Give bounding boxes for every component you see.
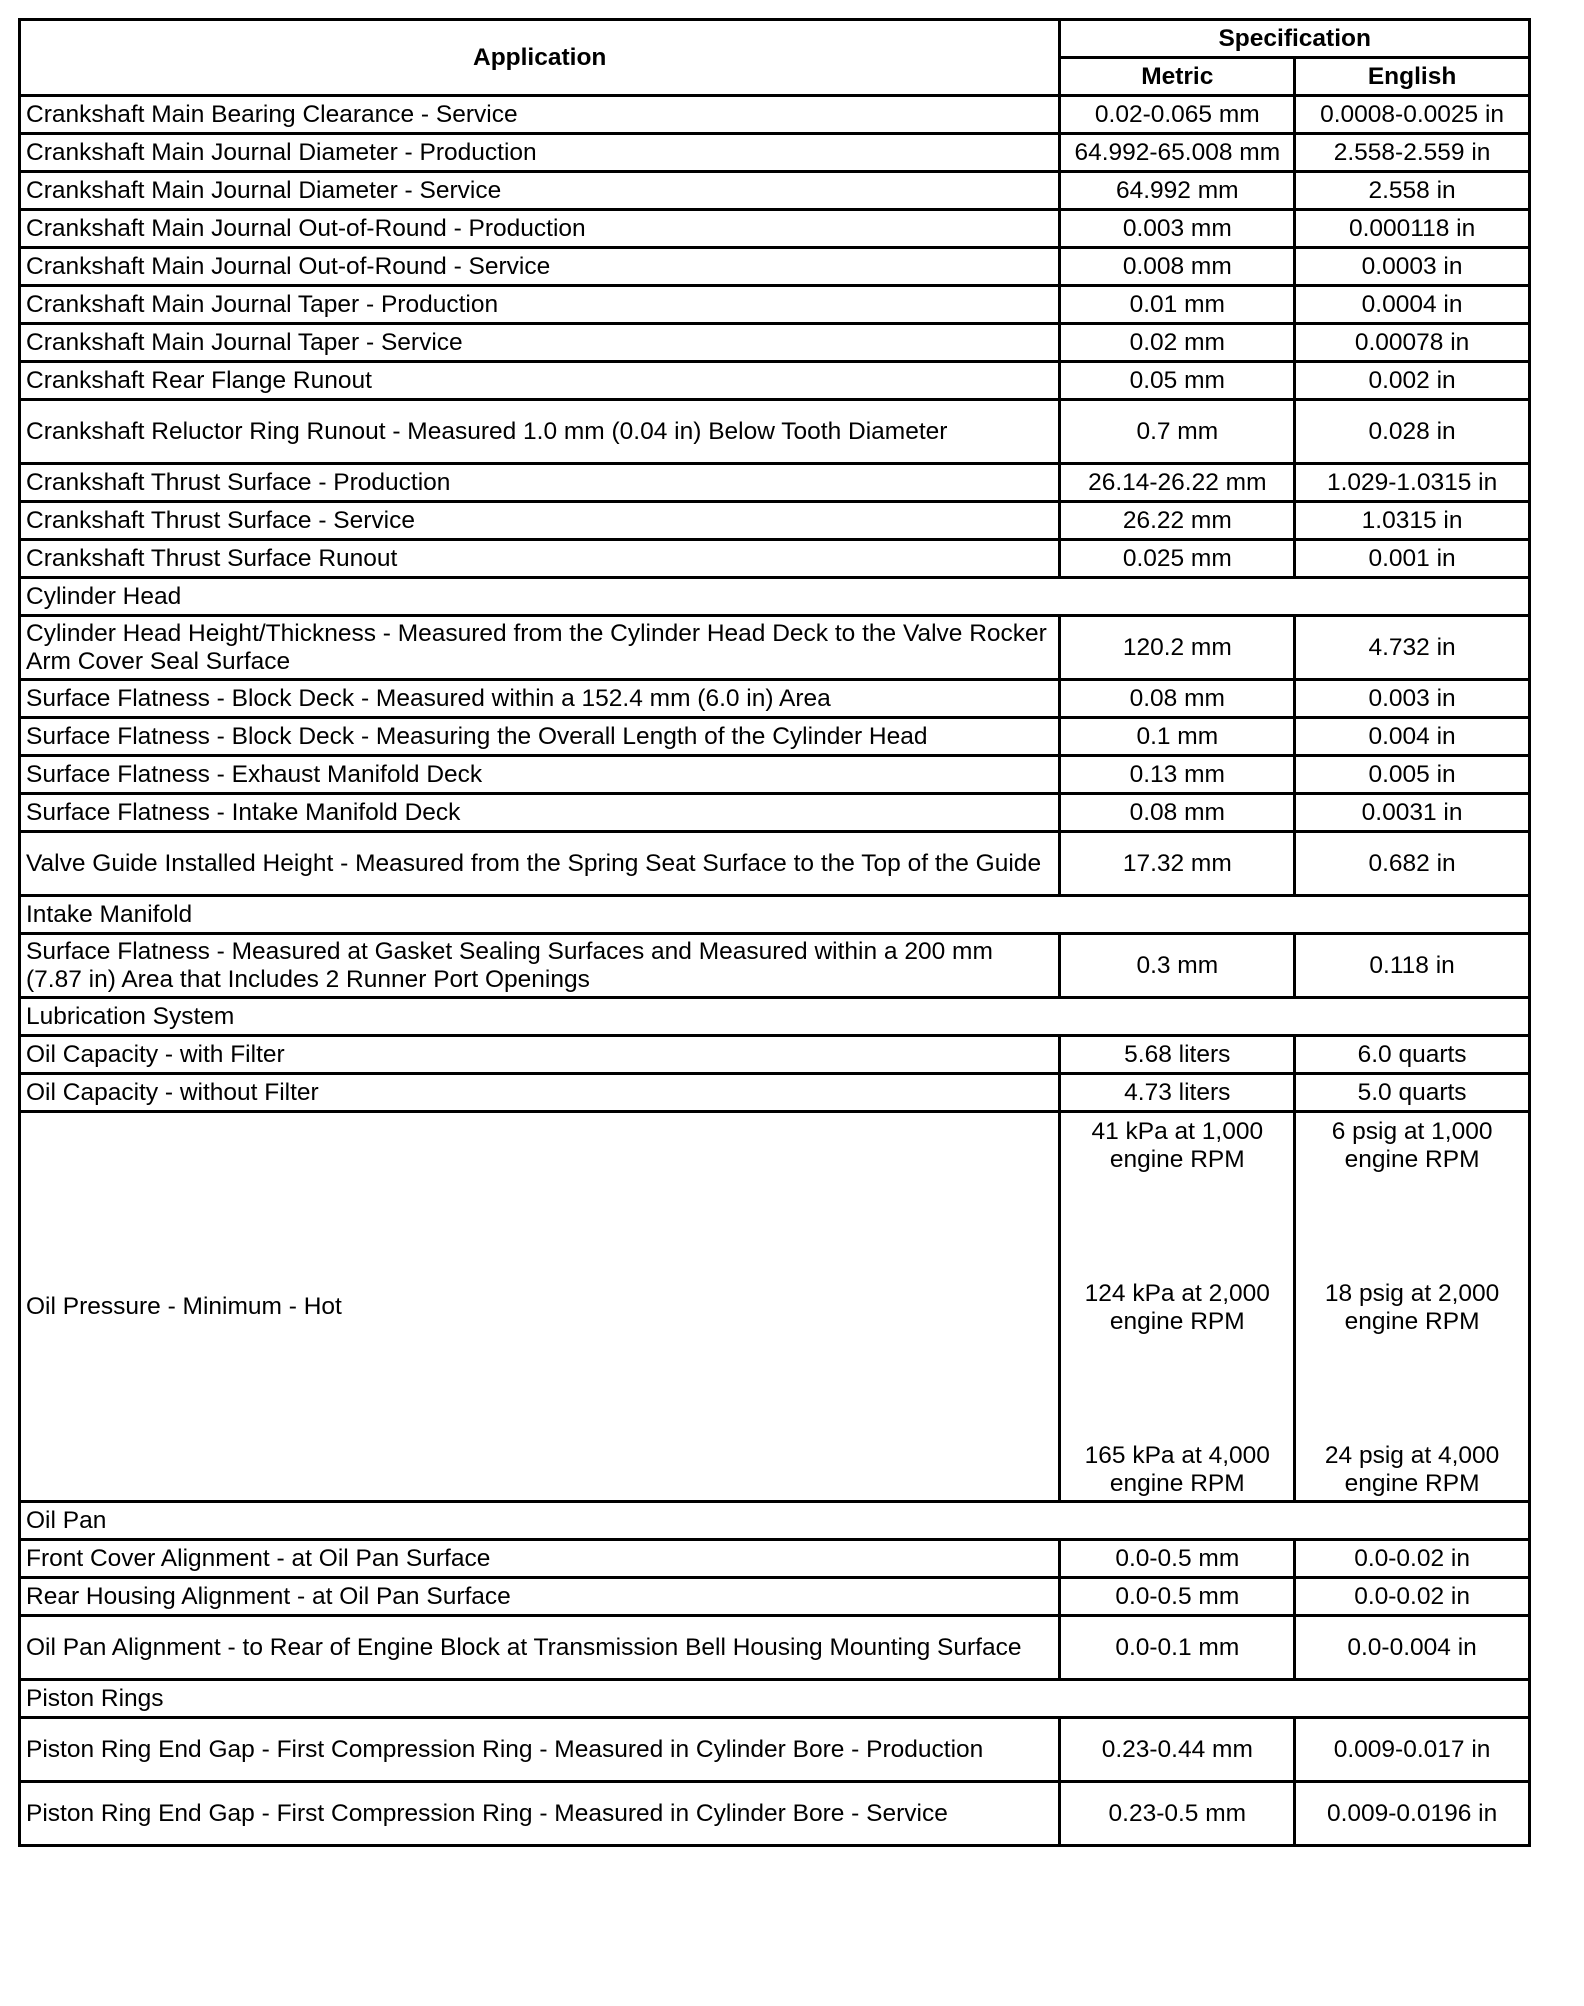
- english-cell: 0.002 in: [1295, 362, 1530, 400]
- table-row: [20, 934, 1530, 998]
- metric-cell: 0.7 mm: [1060, 400, 1295, 464]
- english-cell: 0.0008-0.0025 in: [1295, 96, 1530, 134]
- metric-cell: 64.992 mm: [1060, 172, 1295, 210]
- application-cell: Crankshaft Thrust Surface - Production: [20, 464, 1060, 502]
- metric-cell: 0.08 mm: [1060, 680, 1295, 718]
- application-cell: Oil Pressure - Minimum - Hot: [20, 1112, 1060, 1502]
- table-row: [20, 540, 1530, 578]
- application-cell: Crankshaft Main Journal Out-of-Round - Service: [20, 248, 1060, 286]
- metric-cell: 0.1 mm: [1060, 718, 1295, 756]
- table-row: [20, 616, 1530, 680]
- metric-cell: 26.14-26.22 mm: [1060, 464, 1295, 502]
- metric-header: Metric: [1060, 58, 1295, 96]
- table-row: [20, 134, 1530, 172]
- application-cell: Surface Flatness - Exhaust Manifold Deck: [20, 756, 1060, 794]
- application-header: Application: [20, 20, 1060, 96]
- metric-cell: 0.008 mm: [1060, 248, 1295, 286]
- application-cell: Surface Flatness - Intake Manifold Deck: [20, 794, 1060, 832]
- english-cell: 4.732 in: [1295, 616, 1530, 680]
- metric-cell: 0.01 mm: [1060, 286, 1295, 324]
- english-cell: 0.682 in: [1295, 832, 1530, 896]
- application-cell: Surface Flatness - Block Deck - Measured within a 152.4 mm (6.0 in) Area: [20, 680, 1060, 718]
- english-cell: 2.558 in: [1295, 172, 1530, 210]
- application-cell: Oil Capacity - with Filter: [20, 1036, 1060, 1074]
- english-cell: 6.0 quarts: [1295, 1036, 1530, 1074]
- table-row: [20, 832, 1530, 896]
- table-row: [20, 756, 1530, 794]
- specification-table: [18, 18, 1531, 1847]
- metric-cell: 26.22 mm: [1060, 502, 1295, 540]
- english-header: English: [1295, 58, 1530, 96]
- table-row: [20, 502, 1530, 540]
- english-cell: 1.0315 in: [1295, 502, 1530, 540]
- table-row: [20, 1616, 1530, 1680]
- metric-cell: 0.02-0.065 mm: [1060, 96, 1295, 134]
- english-cell: 0.0-0.02 in: [1295, 1540, 1530, 1578]
- metric-cell: 0.0-0.1 mm: [1060, 1616, 1295, 1680]
- metric-cell: 0.02 mm: [1060, 324, 1295, 362]
- table-row: [20, 172, 1530, 210]
- application-cell: Crankshaft Main Journal Taper - Service: [20, 324, 1060, 362]
- metric-value-line: 124 kPa at 2,000 engine RPM: [1084, 1279, 1270, 1335]
- table-row: [20, 286, 1530, 324]
- english-cell: 0.0031 in: [1295, 794, 1530, 832]
- section-row: [20, 1502, 1530, 1540]
- english-cell: 5.0 quarts: [1295, 1074, 1530, 1112]
- table-row: [20, 1112, 1530, 1502]
- metric-cell: 0.08 mm: [1060, 794, 1295, 832]
- section-row: [20, 896, 1530, 934]
- application-cell: Crankshaft Main Bearing Clearance - Service: [20, 96, 1060, 134]
- application-cell: Piston Ring End Gap - First Compression Ring - Measured in Cylinder Bore - Service: [20, 1782, 1060, 1846]
- table-row: [20, 1540, 1530, 1578]
- english-cell: 0.009-0.0196 in: [1295, 1782, 1530, 1846]
- english-cell: 0.0-0.004 in: [1295, 1616, 1530, 1680]
- english-cell: [1295, 1112, 1530, 1502]
- metric-value-line: 41 kPa at 1,000 engine RPM: [1091, 1117, 1264, 1173]
- english-value-line: 6 psig at 1,000 engine RPM: [1331, 1117, 1493, 1173]
- application-cell: Crankshaft Main Journal Diameter - Production: [20, 134, 1060, 172]
- application-cell: Rear Housing Alignment - at Oil Pan Surface: [20, 1578, 1060, 1616]
- english-cell: 0.0004 in: [1295, 286, 1530, 324]
- application-cell: Oil Capacity - without Filter: [20, 1074, 1060, 1112]
- metric-cell: 0.025 mm: [1060, 540, 1295, 578]
- application-cell: Crankshaft Rear Flange Runout: [20, 362, 1060, 400]
- english-cell: 2.558-2.559 in: [1295, 134, 1530, 172]
- table-header: [20, 20, 1530, 96]
- english-cell: 0.0-0.02 in: [1295, 1578, 1530, 1616]
- english-cell: 0.004 in: [1295, 718, 1530, 756]
- metric-cell: 64.992-65.008 mm: [1060, 134, 1295, 172]
- english-cell: 1.029-1.0315 in: [1295, 464, 1530, 502]
- section-heading: Cylinder Head: [20, 578, 1530, 616]
- english-cell: 0.009-0.017 in: [1295, 1718, 1530, 1782]
- application-cell: Surface Flatness - Block Deck - Measuring the Overall Length of the Cylinder Head: [20, 718, 1060, 756]
- metric-cell: 0.0-0.5 mm: [1060, 1540, 1295, 1578]
- english-cell: 0.001 in: [1295, 540, 1530, 578]
- application-cell: Crankshaft Main Journal Diameter - Service: [20, 172, 1060, 210]
- table-row: [20, 1782, 1530, 1846]
- english-value-line: 18 psig at 2,000 engine RPM: [1324, 1279, 1500, 1335]
- metric-value-line: 165 kPa at 4,000 engine RPM: [1084, 1441, 1270, 1497]
- section-row: [20, 998, 1530, 1036]
- table-row: [20, 210, 1530, 248]
- metric-cell: 0.05 mm: [1060, 362, 1295, 400]
- english-cell: 0.00078 in: [1295, 324, 1530, 362]
- application-cell: Crankshaft Reluctor Ring Runout - Measured 1.0 mm (0.04 in) Below Tooth Diameter: [20, 400, 1060, 464]
- application-cell: Crankshaft Main Journal Out-of-Round - Production: [20, 210, 1060, 248]
- metric-cell: 0.0-0.5 mm: [1060, 1578, 1295, 1616]
- table-row: [20, 96, 1530, 134]
- metric-cell: 0.23-0.44 mm: [1060, 1718, 1295, 1782]
- application-cell: Crankshaft Thrust Surface Runout: [20, 540, 1060, 578]
- english-cell: 0.000118 in: [1295, 210, 1530, 248]
- table-row: [20, 1578, 1530, 1616]
- application-cell: Front Cover Alignment - at Oil Pan Surface: [20, 1540, 1060, 1578]
- table-row: [20, 400, 1530, 464]
- table-row: [20, 362, 1530, 400]
- english-cell: 0.028 in: [1295, 400, 1530, 464]
- application-cell: Crankshaft Thrust Surface - Service: [20, 502, 1060, 540]
- metric-cell: [1060, 1112, 1295, 1502]
- metric-cell: 17.32 mm: [1060, 832, 1295, 896]
- english-cell: 0.003 in: [1295, 680, 1530, 718]
- table-row: [20, 1074, 1530, 1112]
- metric-cell: 120.2 mm: [1060, 616, 1295, 680]
- english-cell: 0.005 in: [1295, 756, 1530, 794]
- section-heading: Piston Rings: [20, 1680, 1530, 1718]
- section-heading: Oil Pan: [20, 1502, 1530, 1540]
- application-cell: Crankshaft Main Journal Taper - Production: [20, 286, 1060, 324]
- application-cell: Oil Pan Alignment - to Rear of Engine Block at Transmission Bell Housing Mounting Surface: [20, 1616, 1060, 1680]
- section-row: [20, 578, 1530, 616]
- table-row: [20, 248, 1530, 286]
- section-row: [20, 1680, 1530, 1718]
- metric-cell: 5.68 liters: [1060, 1036, 1295, 1074]
- application-cell: Surface Flatness - Measured at Gasket Sealing Surfaces and Measured within a 200 mm (7.87 in) Area that Includes 2 Runner Port Openings: [20, 934, 1060, 998]
- english-cell: 0.0003 in: [1295, 248, 1530, 286]
- application-cell: Piston Ring End Gap - First Compression Ring - Measured in Cylinder Bore - Production: [20, 1718, 1060, 1782]
- table-row: [20, 464, 1530, 502]
- table-row: [20, 324, 1530, 362]
- metric-cell: 4.73 liters: [1060, 1074, 1295, 1112]
- metric-cell: 0.13 mm: [1060, 756, 1295, 794]
- metric-cell: 0.3 mm: [1060, 934, 1295, 998]
- section-heading: Intake Manifold: [20, 896, 1530, 934]
- section-heading: Lubrication System: [20, 998, 1530, 1036]
- table-row: [20, 1718, 1530, 1782]
- table-row: [20, 794, 1530, 832]
- application-cell: Valve Guide Installed Height - Measured from the Spring Seat Surface to the Top of the Guide: [20, 832, 1060, 896]
- application-cell: Cylinder Head Height/Thickness - Measured from the Cylinder Head Deck to the Valve Rocker Arm Cover Seal Surface: [20, 616, 1060, 680]
- english-cell: 0.118 in: [1295, 934, 1530, 998]
- metric-cell: 0.003 mm: [1060, 210, 1295, 248]
- specification-header: Specification: [1060, 20, 1530, 58]
- table-row: [20, 1036, 1530, 1074]
- table-body: [20, 96, 1530, 1846]
- table-row: [20, 718, 1530, 756]
- metric-cell: 0.23-0.5 mm: [1060, 1782, 1295, 1846]
- english-value-line: 24 psig at 4,000 engine RPM: [1324, 1441, 1500, 1497]
- table-row: [20, 680, 1530, 718]
